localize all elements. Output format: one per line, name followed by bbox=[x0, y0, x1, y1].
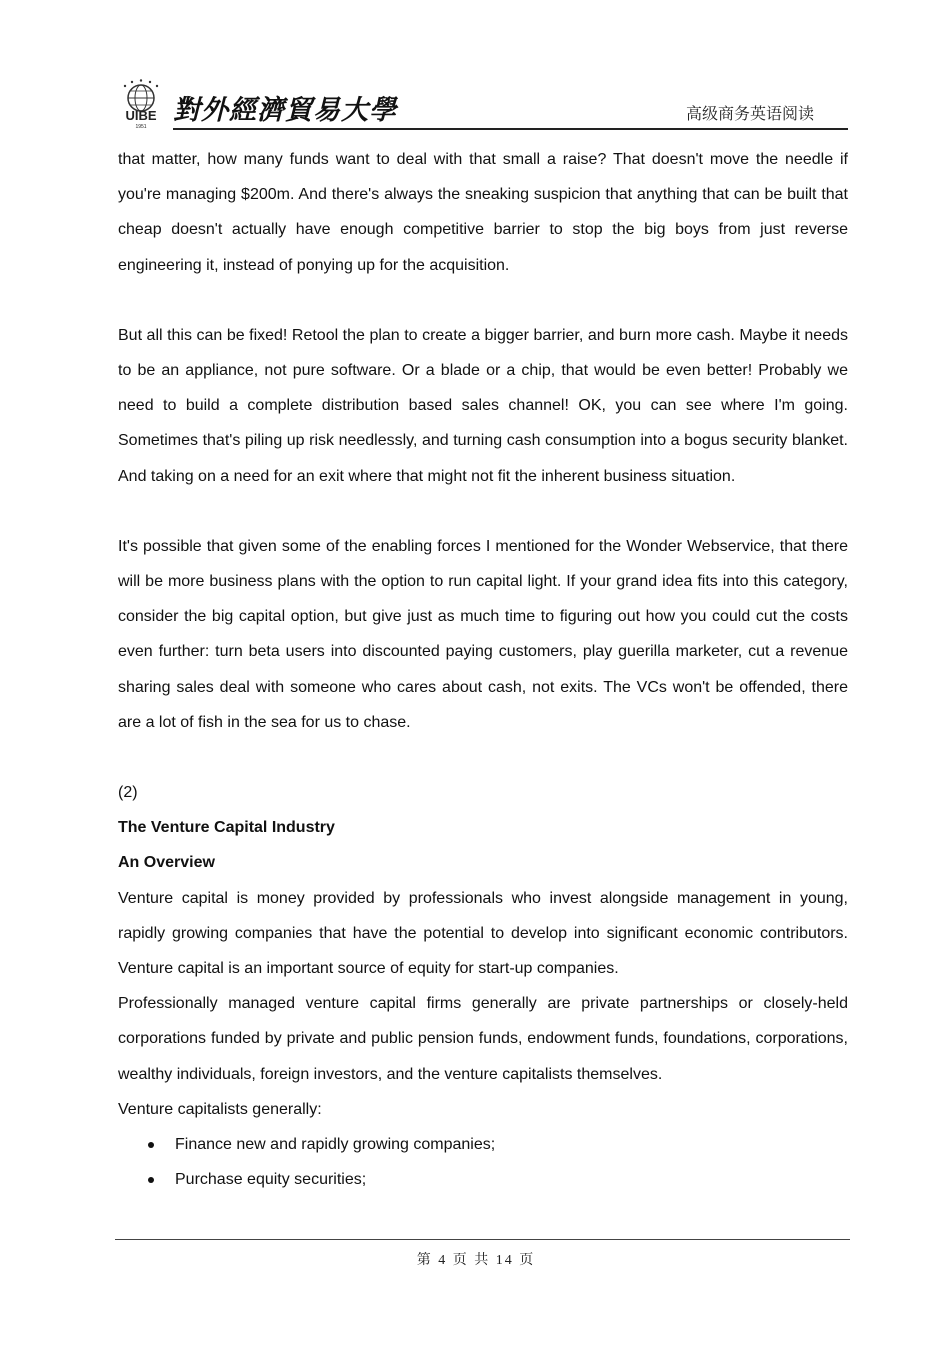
footer-divider bbox=[115, 1239, 850, 1240]
list-item-text: Finance new and rapidly growing companies; bbox=[175, 1136, 496, 1154]
list-item-text: Purchase equity securities; bbox=[175, 1171, 367, 1189]
university-name: 對外經濟貿易大學 bbox=[173, 95, 397, 126]
list-item bbox=[118, 1127, 848, 1162]
page-header bbox=[113, 78, 848, 130]
paragraph-1: that matter, how many funds want to deal with that small a raise? That doesn't move the needle if you're managing $200m. And there's always the sneaking suspicion that anything that can be built that cheap doesn't actually have enough competitive barrier to stop the big boys from just reverse engineering it, instead of ponying up for the acquisition. bbox=[118, 151, 848, 274]
bullet-icon bbox=[148, 1142, 154, 1148]
svg-text:1951: 1951 bbox=[135, 124, 147, 130]
bullet-list bbox=[118, 1127, 848, 1197]
section-number: (2) bbox=[118, 784, 138, 802]
list-item bbox=[118, 1162, 848, 1197]
paragraph-4: Venture capital is money provided by professionals who invest alongside management in young, rapidly growing companies that have the potential to develop into significant economic contributors. Venture capital is an important source of equity for start-up companies. bbox=[118, 889, 848, 978]
paragraph-6: Venture capitalists generally: bbox=[118, 1100, 322, 1118]
page-number: 第 4 页 共 14 页 bbox=[416, 1253, 536, 1268]
university-logo-icon bbox=[113, 78, 169, 130]
paragraph-5: Professionally managed venture capital firms generally are private partnerships or closely-held corporations funded by private and public pension funds, endowment funds, foundations, corporations, wealthy individuals, foreign investors, and the venture capitalists themselves. bbox=[118, 995, 848, 1083]
subsection-title: An Overview bbox=[118, 854, 215, 872]
paragraph-3: It's possible that given some of the enabling forces I mentioned for the Wonder Webservice, that there will be more business plans with the option to run capital light. If your grand idea fits into this category, consider the big capital option, but give just as much time to figuring out how you could cut the costs even further: turn beta users into discounted paying customers, play guerilla marketer, cut a revenue sharing sales deal with someone who cares about cash, not exits. The VCs won't be offended, there are a lot of fish in the sea for us to chase. bbox=[118, 537, 848, 731]
course-title: 高级商务英语阅读 bbox=[685, 106, 814, 123]
document-body bbox=[118, 142, 848, 1197]
paragraph-2: But all this can be fixed! Retool the plan to create a bigger barrier, and burn more cash. Maybe it needs to be an appliance, not pure software. Or a blade or a chip, that would be even better! Probably we need to build a complete distribution based sales channel! OK, you can see where I'm going. Sometimes that's piling up risk needlessly, and turning cash consumption into a bogus security blanket. And taking on a need for an exit where that might not fit the inherent business situation. bbox=[118, 326, 848, 485]
header-divider bbox=[173, 128, 848, 130]
bullet-icon bbox=[148, 1177, 154, 1183]
section-title: The Venture Capital Industry bbox=[118, 819, 335, 837]
svg-text:UIBE: UIBE bbox=[125, 108, 157, 123]
